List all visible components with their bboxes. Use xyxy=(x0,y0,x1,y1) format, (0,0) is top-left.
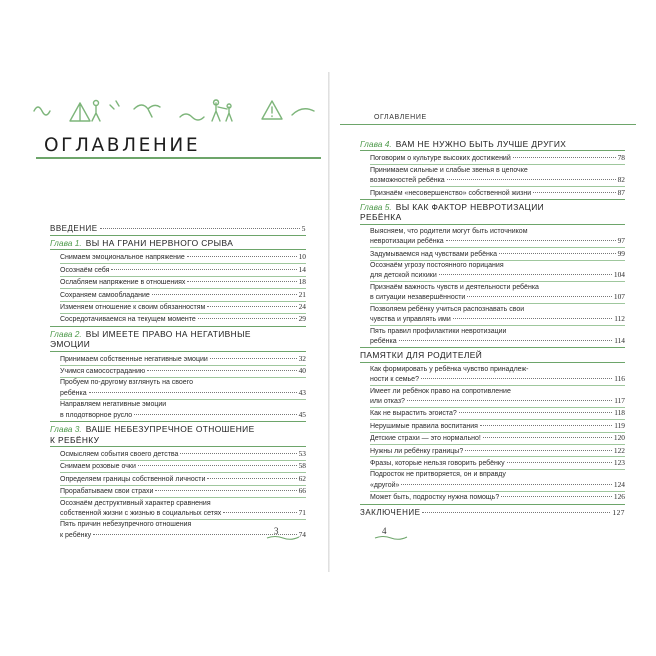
entry-title: Признаём «несовершенство» собственной жизни xyxy=(370,189,532,197)
entry-page: 74 xyxy=(298,529,306,539)
entry-page: 62 xyxy=(298,473,306,483)
page-number: 4 xyxy=(382,526,387,536)
entry-title: Осознаём угрозу постоянного порицания xyxy=(370,262,504,270)
entry-page: 114 xyxy=(614,335,625,345)
toc-entry[interactable] xyxy=(50,486,306,496)
leader-dots xyxy=(507,462,612,463)
toc-outro[interactable] xyxy=(360,507,625,518)
leader-dots xyxy=(180,453,296,454)
toc-outro-page: 127 xyxy=(612,507,625,517)
chapter-label: Глава 5. xyxy=(360,202,392,213)
leader-dots xyxy=(483,437,612,438)
entry-page: 107 xyxy=(613,292,625,302)
entry-title: Определяем границы собственной личности xyxy=(60,475,206,483)
running-head-rule xyxy=(340,124,636,125)
divider xyxy=(360,347,625,348)
leader-dots xyxy=(198,318,297,319)
entry-page: 58 xyxy=(298,461,306,471)
divider xyxy=(50,351,306,352)
entry-page: 112 xyxy=(614,314,625,324)
entry-title-cont: чувства и управлять ими xyxy=(370,316,451,324)
chapter-title-cont: РЕБЁНКА xyxy=(360,212,402,223)
section-title: ПАМЯТКИ ДЛЯ РОДИТЕЛЕЙ xyxy=(360,350,483,361)
leader-dots xyxy=(467,296,612,297)
entry-title-cont: ности к семье? xyxy=(370,376,419,384)
chapter-heading[interactable] xyxy=(50,424,306,445)
chapter-title-cont: К РЕБЁНКУ xyxy=(50,434,100,445)
entry-page: 43 xyxy=(298,387,306,397)
entry-title: Фразы, которые нельзя говорить ребёнку xyxy=(370,459,505,467)
divider xyxy=(50,249,306,250)
bird-icon xyxy=(134,105,160,117)
entry-title: Ослабляем напряжение в отношениях xyxy=(60,279,186,287)
toc-entry[interactable] xyxy=(360,458,625,468)
leader-dots xyxy=(465,450,612,451)
entry-page: 24 xyxy=(298,302,306,312)
entry-page: 119 xyxy=(614,420,625,430)
entry-title: Позволяем ребёнку учиться распознавать свои xyxy=(370,305,525,313)
folio-flourish-icon xyxy=(266,534,300,540)
entry-title: Принимаем собственные негативные эмоции xyxy=(60,355,208,363)
entry-title: Пять причин небезупречного отношения xyxy=(60,521,192,529)
divider xyxy=(50,421,306,422)
toc-entry[interactable] xyxy=(50,277,306,287)
entry-title-cont: собственной жизни с жизнью в социальных сетях xyxy=(60,509,222,517)
entry-title: Учимся самосостраданию xyxy=(60,368,146,376)
toc-entry[interactable] xyxy=(50,314,306,324)
leader-dots xyxy=(513,157,616,158)
leader-dots xyxy=(207,306,296,307)
right-page xyxy=(330,75,636,570)
entry-title: Подросток не притворяется, он и вправду xyxy=(370,471,506,479)
divider xyxy=(360,199,625,200)
divider xyxy=(50,235,306,236)
entry-title: Задумываемся над чувствами ребёнка xyxy=(370,250,498,258)
toc-entry[interactable] xyxy=(360,249,625,259)
entry-page: 118 xyxy=(614,408,625,418)
divider xyxy=(360,150,625,151)
toc-entry[interactable] xyxy=(360,365,625,385)
toc-entry[interactable] xyxy=(50,265,306,275)
leader-dots xyxy=(501,496,612,497)
toc-entry[interactable] xyxy=(50,499,306,519)
leader-dots xyxy=(152,294,297,295)
toc-entry[interactable] xyxy=(360,433,625,443)
title-rule xyxy=(36,157,321,159)
section-heading[interactable] xyxy=(360,350,625,360)
entry-title: Осознаём деструктивный характер сравнения xyxy=(60,499,211,507)
entry-page: 21 xyxy=(298,289,306,299)
chapter-title: ВЫ НА ГРАНИ НЕРВНОГО СРЫВА xyxy=(85,238,234,248)
entry-page: 99 xyxy=(617,248,625,258)
toc-entry[interactable] xyxy=(360,470,625,490)
toc-entry[interactable] xyxy=(360,387,625,407)
entry-title-cont: для детской психики xyxy=(370,272,437,280)
chapter-title-cont: ЭМОЦИИ xyxy=(50,339,91,350)
entry-page: 124 xyxy=(613,479,625,489)
toc-right xyxy=(360,139,625,518)
entry-title: Нерушимые правила воспитания xyxy=(370,422,478,430)
person-icon xyxy=(92,101,100,122)
tent-icon xyxy=(70,103,90,121)
chapter-heading[interactable] xyxy=(360,139,625,149)
toc-entry[interactable] xyxy=(50,354,306,364)
entry-title: Снимаем эмоциональное напряжение xyxy=(60,254,185,262)
chapter-title: ВАМ НЕ НУЖНО БЫТЬ ЛУЧШЕ ДРУГИХ xyxy=(395,139,567,149)
entry-title: Признаём важность чувств и деятельности ребёнка xyxy=(370,283,539,291)
entry-title-cont: ребёнка xyxy=(370,337,397,345)
chapter-heading[interactable] xyxy=(50,238,306,248)
entry-title: Прорабатываем свои страхи xyxy=(60,488,154,496)
entry-page: 116 xyxy=(614,374,625,384)
entry-title-cont: ребёнка xyxy=(60,389,87,397)
entry-title-cont: или отказ? xyxy=(370,397,405,405)
toc-entry[interactable] xyxy=(360,283,625,303)
entry-title: Направляем негативные эмоции xyxy=(60,401,167,409)
leader-dots xyxy=(446,240,616,241)
leader-dots xyxy=(134,414,296,415)
chapter-label: Глава 1. xyxy=(50,238,82,248)
entry-title: Поговорим о культуре высоких достижений xyxy=(370,155,511,163)
toc-intro[interactable] xyxy=(50,223,306,234)
entry-page: 97 xyxy=(617,236,625,246)
toc-entry[interactable] xyxy=(360,188,625,198)
toc-entry[interactable] xyxy=(360,153,625,163)
chapter-heading[interactable] xyxy=(50,329,306,350)
toc-entry[interactable] xyxy=(50,290,306,300)
entry-title: Принимаем сильные и слабые звенья в цепочке xyxy=(370,166,528,174)
entry-title: Имеет ли ребёнок право на сопротивление xyxy=(370,387,511,395)
leader-dots xyxy=(407,400,612,401)
leader-dots xyxy=(100,228,300,229)
entry-title-cont: «другой» xyxy=(370,481,400,489)
entry-title: Может быть, подростку нужна помощь? xyxy=(370,494,500,502)
left-page xyxy=(22,75,328,570)
leader-dots xyxy=(480,425,612,426)
chapter-label: Глава 4. xyxy=(360,139,392,149)
toc-entry[interactable] xyxy=(360,492,625,502)
leader-dots xyxy=(447,179,616,180)
chapter-label: Глава 2. xyxy=(50,328,82,339)
chapter-label: Глава 3. xyxy=(50,424,82,435)
entry-page: 78 xyxy=(617,153,625,163)
entry-title-cont: в ситуации незавершённости xyxy=(370,294,466,302)
entry-page: 14 xyxy=(298,264,306,274)
toc-entry[interactable] xyxy=(50,400,306,420)
toc-entry[interactable] xyxy=(50,302,306,312)
toc-entry[interactable] xyxy=(360,408,625,418)
wave-icon xyxy=(180,114,204,120)
chapter-title: ВАШЕ НЕБЕЗУПРЕЧНОЕ ОТНОШЕНИЕ xyxy=(85,424,255,435)
leader-dots xyxy=(187,281,296,282)
toc-entry[interactable] xyxy=(50,366,306,376)
leader-dots xyxy=(439,274,612,275)
leader-dots xyxy=(210,358,297,359)
toc-intro-title: ВВЕДЕНИЕ xyxy=(50,224,98,233)
entry-title: Сосредотачиваемся на текущем моменте xyxy=(60,316,196,324)
decorative-doodles xyxy=(30,91,320,125)
entry-page: 122 xyxy=(613,445,625,455)
toc-entry[interactable] xyxy=(360,227,625,247)
leader-dots xyxy=(155,490,296,491)
toc-entry[interactable] xyxy=(50,449,306,459)
entry-title-cont: к ребёнку xyxy=(60,531,92,539)
entry-page: 117 xyxy=(614,395,625,405)
toc-intro-page: 5 xyxy=(301,224,306,233)
curve-icon xyxy=(292,109,314,115)
family-icon xyxy=(212,100,232,121)
chapter-heading[interactable] xyxy=(360,202,625,223)
toc-entry[interactable] xyxy=(50,461,306,471)
entry-page: 32 xyxy=(298,353,306,363)
entry-page: 53 xyxy=(298,448,306,458)
toc-entry[interactable] xyxy=(360,327,625,347)
toc-entry[interactable] xyxy=(50,378,306,398)
leader-dots xyxy=(207,478,296,479)
entry-title: Пробуем по-другому взглянуть на своего xyxy=(60,379,193,387)
toc-outro-title: ЗАКЛЮЧЕНИЕ xyxy=(360,507,421,517)
entry-page: 87 xyxy=(617,187,625,197)
entry-title: Пять правил профилактики невротизации xyxy=(370,327,507,335)
leader-dots xyxy=(453,318,612,319)
squiggle-icon xyxy=(34,107,50,115)
entry-page: 29 xyxy=(298,314,306,324)
entry-title-cont: возможностей ребёнка xyxy=(370,177,445,185)
leader-dots xyxy=(421,378,612,379)
leader-dots xyxy=(147,370,296,371)
entry-page: 123 xyxy=(613,457,625,467)
leader-dots xyxy=(138,465,297,466)
leader-dots xyxy=(401,484,612,485)
entry-page: 40 xyxy=(298,366,306,376)
warning-icon xyxy=(262,101,282,119)
entry-title: Осмысляем события своего детства xyxy=(60,450,179,458)
entry-page: 82 xyxy=(617,175,625,185)
entry-title: Нужны ли ребёнку границы? xyxy=(370,447,464,455)
toc-entry[interactable] xyxy=(50,474,306,484)
entry-title: Как формировать у ребёнка чувство принадлеж- xyxy=(370,365,529,373)
toc-entry[interactable] xyxy=(360,446,625,456)
entry-page: 66 xyxy=(298,486,306,496)
entry-page: 10 xyxy=(298,252,306,262)
entry-title: Детские страхи — это нормально! xyxy=(370,435,481,443)
entry-title: Изменяем отношение к своим обязанностям xyxy=(60,304,206,312)
leader-dots xyxy=(499,253,616,254)
toc-entry[interactable] xyxy=(360,166,625,186)
entry-title-cont: в плодотворное русло xyxy=(60,411,133,419)
running-head: ОГЛАВЛЕНИЕ xyxy=(374,114,427,121)
toc-entry[interactable] xyxy=(360,421,625,431)
toc-entry[interactable] xyxy=(50,252,306,262)
chapter-title: ВЫ ИМЕЕТЕ ПРАВО НА НЕГАТИВНЫЕ xyxy=(85,328,251,339)
entry-title: Сохраняем самообладание xyxy=(60,291,150,299)
entry-page: 71 xyxy=(298,507,306,517)
entry-page: 45 xyxy=(298,409,306,419)
entry-title-cont: невротизации ребёнка xyxy=(370,238,444,246)
toc-entry[interactable] xyxy=(360,261,625,281)
entry-page: 120 xyxy=(613,433,625,443)
toc-entry[interactable] xyxy=(360,305,625,325)
entry-page: 104 xyxy=(613,270,625,280)
divider xyxy=(360,504,625,505)
entry-title: Выясняем, что родители могут быть источником xyxy=(370,227,528,235)
divider xyxy=(360,224,625,225)
page-title: ОГЛАВЛЕНИЕ xyxy=(44,135,201,156)
divider xyxy=(360,362,625,363)
leader-dots xyxy=(223,512,296,513)
leader-dots xyxy=(89,392,297,393)
entry-page: 18 xyxy=(298,277,306,287)
leader-dots xyxy=(399,340,613,341)
leader-dots xyxy=(187,256,297,257)
leader-dots xyxy=(533,192,615,193)
divider xyxy=(50,446,306,447)
leader-dots xyxy=(422,512,610,513)
folio-flourish-icon xyxy=(374,534,408,540)
entry-title: Осознаём себя xyxy=(60,266,110,274)
divider xyxy=(50,326,306,327)
leader-dots xyxy=(459,412,612,413)
entry-title: Как не вырастить эгоиста? xyxy=(370,410,457,418)
page-number: 3 xyxy=(274,526,279,536)
tick-marks-icon xyxy=(110,101,119,109)
chapter-title: ВЫ КАК ФАКТОР НЕВРОТИЗАЦИИ xyxy=(395,202,545,213)
toc-left xyxy=(50,223,306,540)
leader-dots xyxy=(111,269,296,270)
entry-page: 126 xyxy=(613,492,625,502)
entry-title: Снимаем розовые очки xyxy=(60,463,136,471)
